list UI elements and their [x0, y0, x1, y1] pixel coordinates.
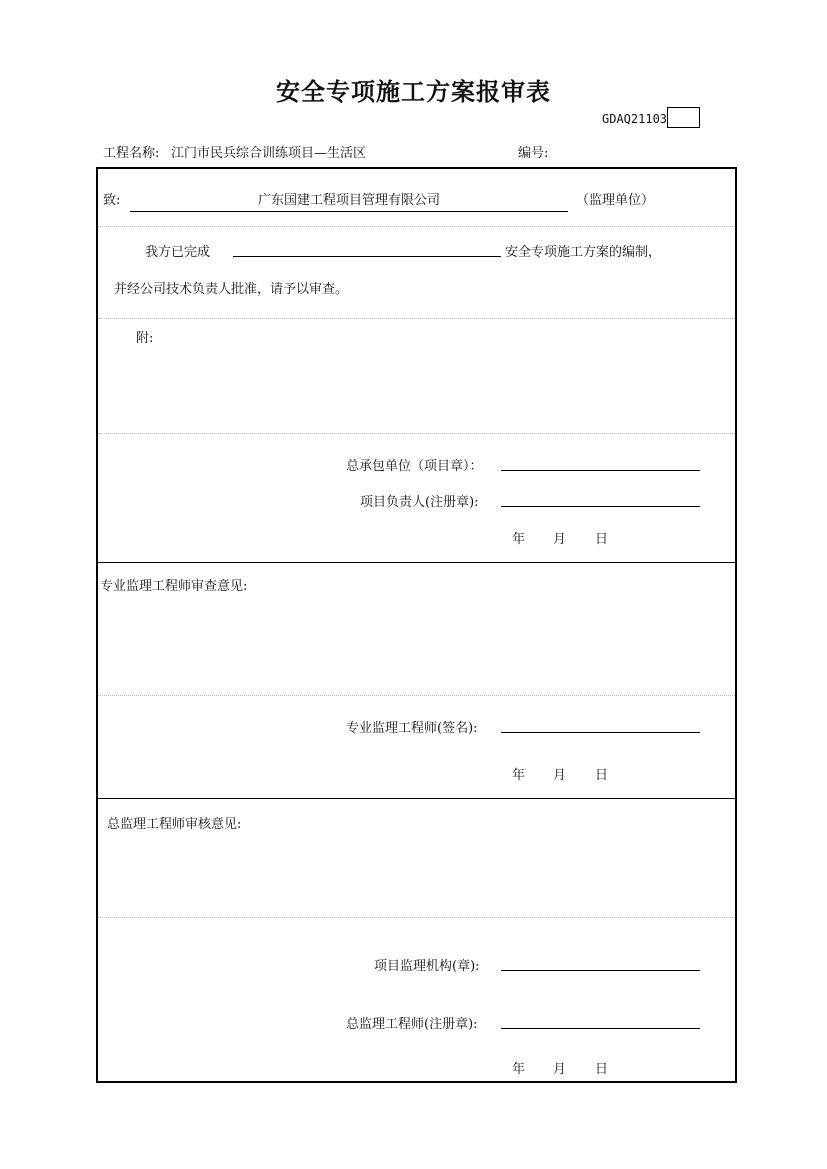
project-label: 工程名称:	[103, 146, 160, 161]
number-label: 编号:	[518, 146, 549, 161]
project-manager-label: 项目负责人(注册章):	[360, 495, 479, 510]
supervision-org-field[interactable]	[501, 970, 700, 971]
code-suffix-box[interactable]	[667, 107, 700, 128]
date-year: 年	[512, 1062, 526, 1077]
project-name: 江门市民兵综合训练项目—生活区	[171, 146, 367, 161]
section-divider	[96, 562, 737, 563]
chief-engineer-label: 总监理工程师(注册章):	[346, 1017, 478, 1032]
specialist-review-heading: 专业监理工程师审查意见:	[100, 579, 248, 594]
completed-prefix: 我方已完成	[145, 245, 211, 260]
specialist-sign-label: 专业监理工程师(签名):	[346, 721, 478, 736]
to-label: 致:	[103, 193, 121, 208]
date-year: 年	[512, 532, 526, 547]
date-day: 日	[595, 768, 609, 783]
date-day: 日	[595, 532, 609, 547]
chief-review-heading: 总监理工程师审核意见:	[107, 817, 242, 832]
plan-name-field[interactable]	[233, 256, 501, 257]
project-manager-field[interactable]	[501, 506, 700, 507]
date-month: 月	[553, 532, 567, 547]
form-title: 安全专项施工方案报审表	[276, 78, 551, 106]
contractor-seal-label: 总承包单位（项目章）：	[346, 459, 483, 474]
supervision-org-label: 项目监理机构(章):	[374, 959, 480, 974]
date-month: 月	[553, 1062, 567, 1077]
approval-text: 并经公司技术负责人批准，请予以审查。	[114, 282, 349, 297]
chief-engineer-field[interactable]	[501, 1028, 700, 1029]
form-frame	[96, 167, 737, 1083]
form-code: GDAQ21103	[602, 112, 668, 126]
attachment-label: 附:	[136, 331, 154, 346]
completed-suffix: 安全专项施工方案的编制，	[505, 245, 662, 260]
date-day: 日	[595, 1062, 609, 1077]
date-year: 年	[512, 768, 526, 783]
to-suffix: （监理单位）	[576, 193, 655, 208]
date-month: 月	[553, 768, 567, 783]
supervision-unit-value[interactable]: 广东国建工程项目管理有限公司	[257, 193, 440, 208]
to-underline	[130, 211, 568, 212]
specialist-sign-field[interactable]	[501, 732, 700, 733]
section-divider	[96, 798, 737, 799]
contractor-seal-field[interactable]	[501, 470, 700, 471]
